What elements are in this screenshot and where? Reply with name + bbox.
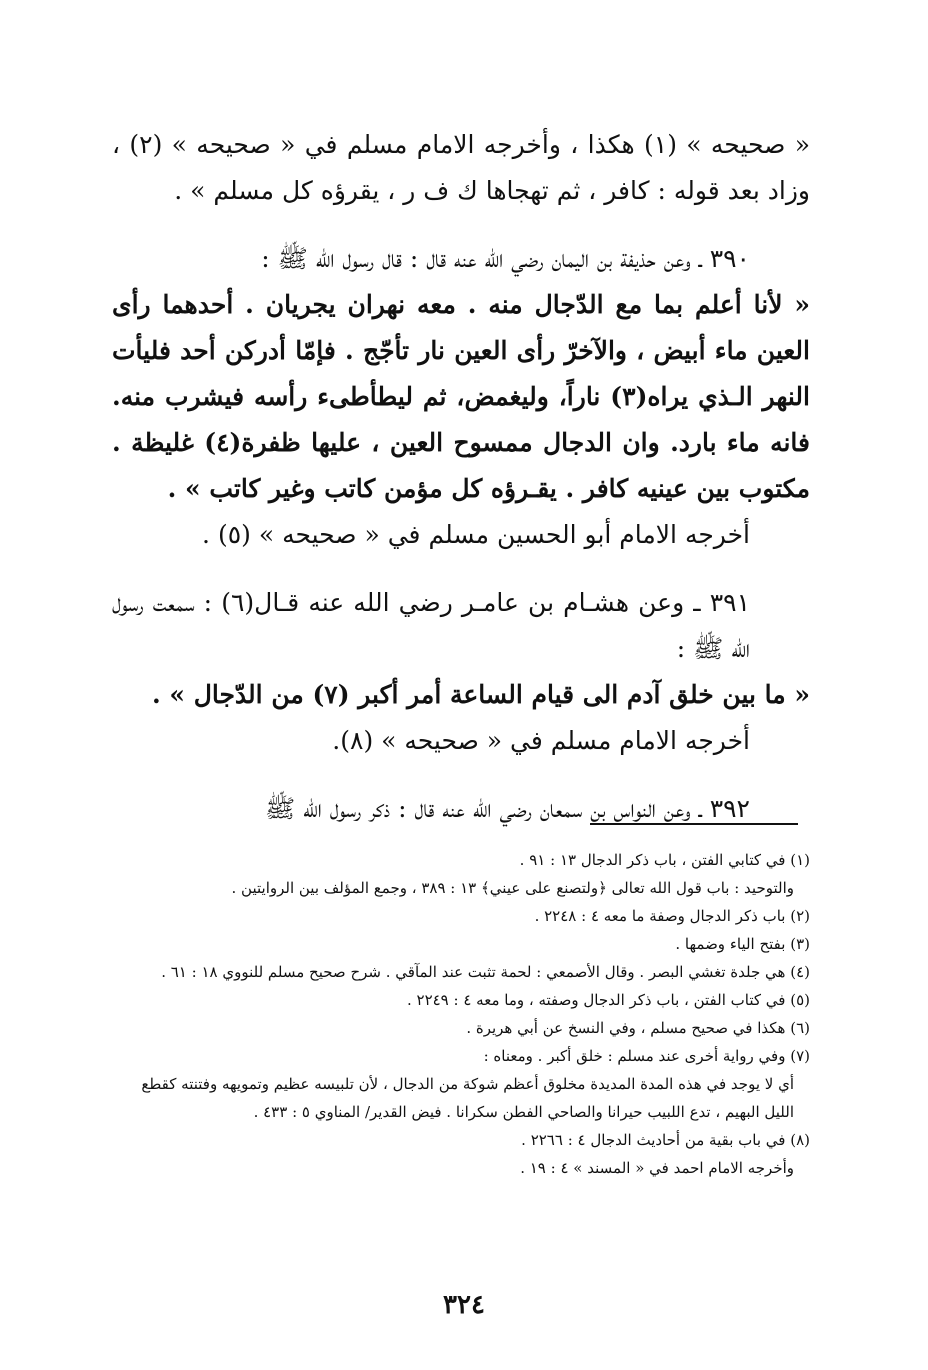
footnote-divider [590,823,798,825]
main-text [112,122,810,832]
footnote-5: (٥) في كتاب الفتن ، باب ذكر الدجال وصفته ، وما معه ٤ : ٢٢٤٩ . [406,991,810,1009]
footnotes [112,846,810,1182]
footnote-7-continuation: أي لا يوجد في هذه المدة المديدة مخلوق أعظم شوكة من الدجال ، لأن تلبيسه عظيم وتمويهه وفتنته كقطع الليل البهيم ، تدع اللبيب حيرانا والصاحي الفطن سكرانا . فيض القدير/ المناوي ٥ : ٤٣٣ . [141,1075,794,1121]
hadith-390-source: أخرجه الامام أبو الحسين مسلم في « صحيحه » (٥) . [202,520,750,549]
footnote-2: (٢) باب ذكر الدجال وصفة ما معه ٤ : ٢٢٤٨ . [534,907,810,925]
hadith-391-lead: ٣٩١ ـ وعن هشـام بن عامـر رضي الله عنه قـال(٦) : سمعت رسول الله ﷺ : [112,588,751,663]
hadith-391-source: أخرجه الامام مسلم في « صحيحه » (٨). [332,726,750,755]
footnote-3: (٣) بفتح الياء وضمها . [675,935,810,953]
hadith-390-text: « لأنا أعلم بما مع الدّجال منه . معه نهران يجريان . أحدهما رأى العين ماء أبيض ، والآخرّ رأى العين نار تأجّج . فإمّا أدركن أحد فليأت النهر الـذي يراه(٣) ناراً، وليغمض، ثم ليطأطىء رأسه فيشرب منه. فانه ماء بارد. وان الدجال ممسوح العين ، عليها ظفرة(٤) غليظة . مكتوب بين عينيه كافر . يقـرؤه كل مؤمن كاتب وغير كاتب » . [112,290,810,503]
hadith-390-lead: ٣٩٠ ـ وعن حذيفة بن اليمان رضي الله عنه قال : قال رسول الله ﷺ : [261,244,750,273]
footnote-8: (٨) في باب بقية من أحاديث الدجال ٤ : ٢٢٦٦ . [521,1131,810,1149]
hadith-392-lead: ٣٩٢ ـ وعن النواس بن سمعان رضي الله عنه قال : ذكر رسول الله ﷺ [264,794,750,823]
page-number: ٣٢٤ [443,1290,485,1320]
footnote-4: (٤) هي جلدة تغشي البصر . وقال الأصمعي : لحمة تثبت عند المآقي . شرح صحيح مسلم للنووي ١٨ : ٦١ . [161,963,810,981]
footnote-1-continuation: والتوحيد : باب قول الله تعالى ﴿ولتصنع على عيني﴾ ١٣ : ٣٨٩ ، وجمع المؤلف بين الروايتين . [231,879,794,897]
footnote-1: (١) في كتابي الفتن ، باب ذكر الدجال ١٣ : ٩١ . [519,851,810,869]
footnote-7: (٧) وفي رواية أخرى عند مسلم : خلق أكبر . ومعناه : [483,1047,810,1065]
footnote-6: (٦) هكذا في صحيح مسلم ، وفي النسخ عن أبي هريرة . [466,1019,810,1037]
hadith-391-text: « ما بين خلق آدم الى قيام الساعة أمر أكبر (٧) من الدّجال » . [151,680,810,709]
footnote-8-continuation: وأخرجه الامام احمد في « المسند » ٤ : ١٩ . [520,1159,794,1177]
paragraph-continuation: « صحيحه » (١) هكذا ، وأخرجه الامام مسلم في « صحيحه » (٢) ، وزاد بعد قوله : كافر ، ثم تهجاها ك ف ر ، يقرؤه كل مسلم » . [112,130,810,205]
